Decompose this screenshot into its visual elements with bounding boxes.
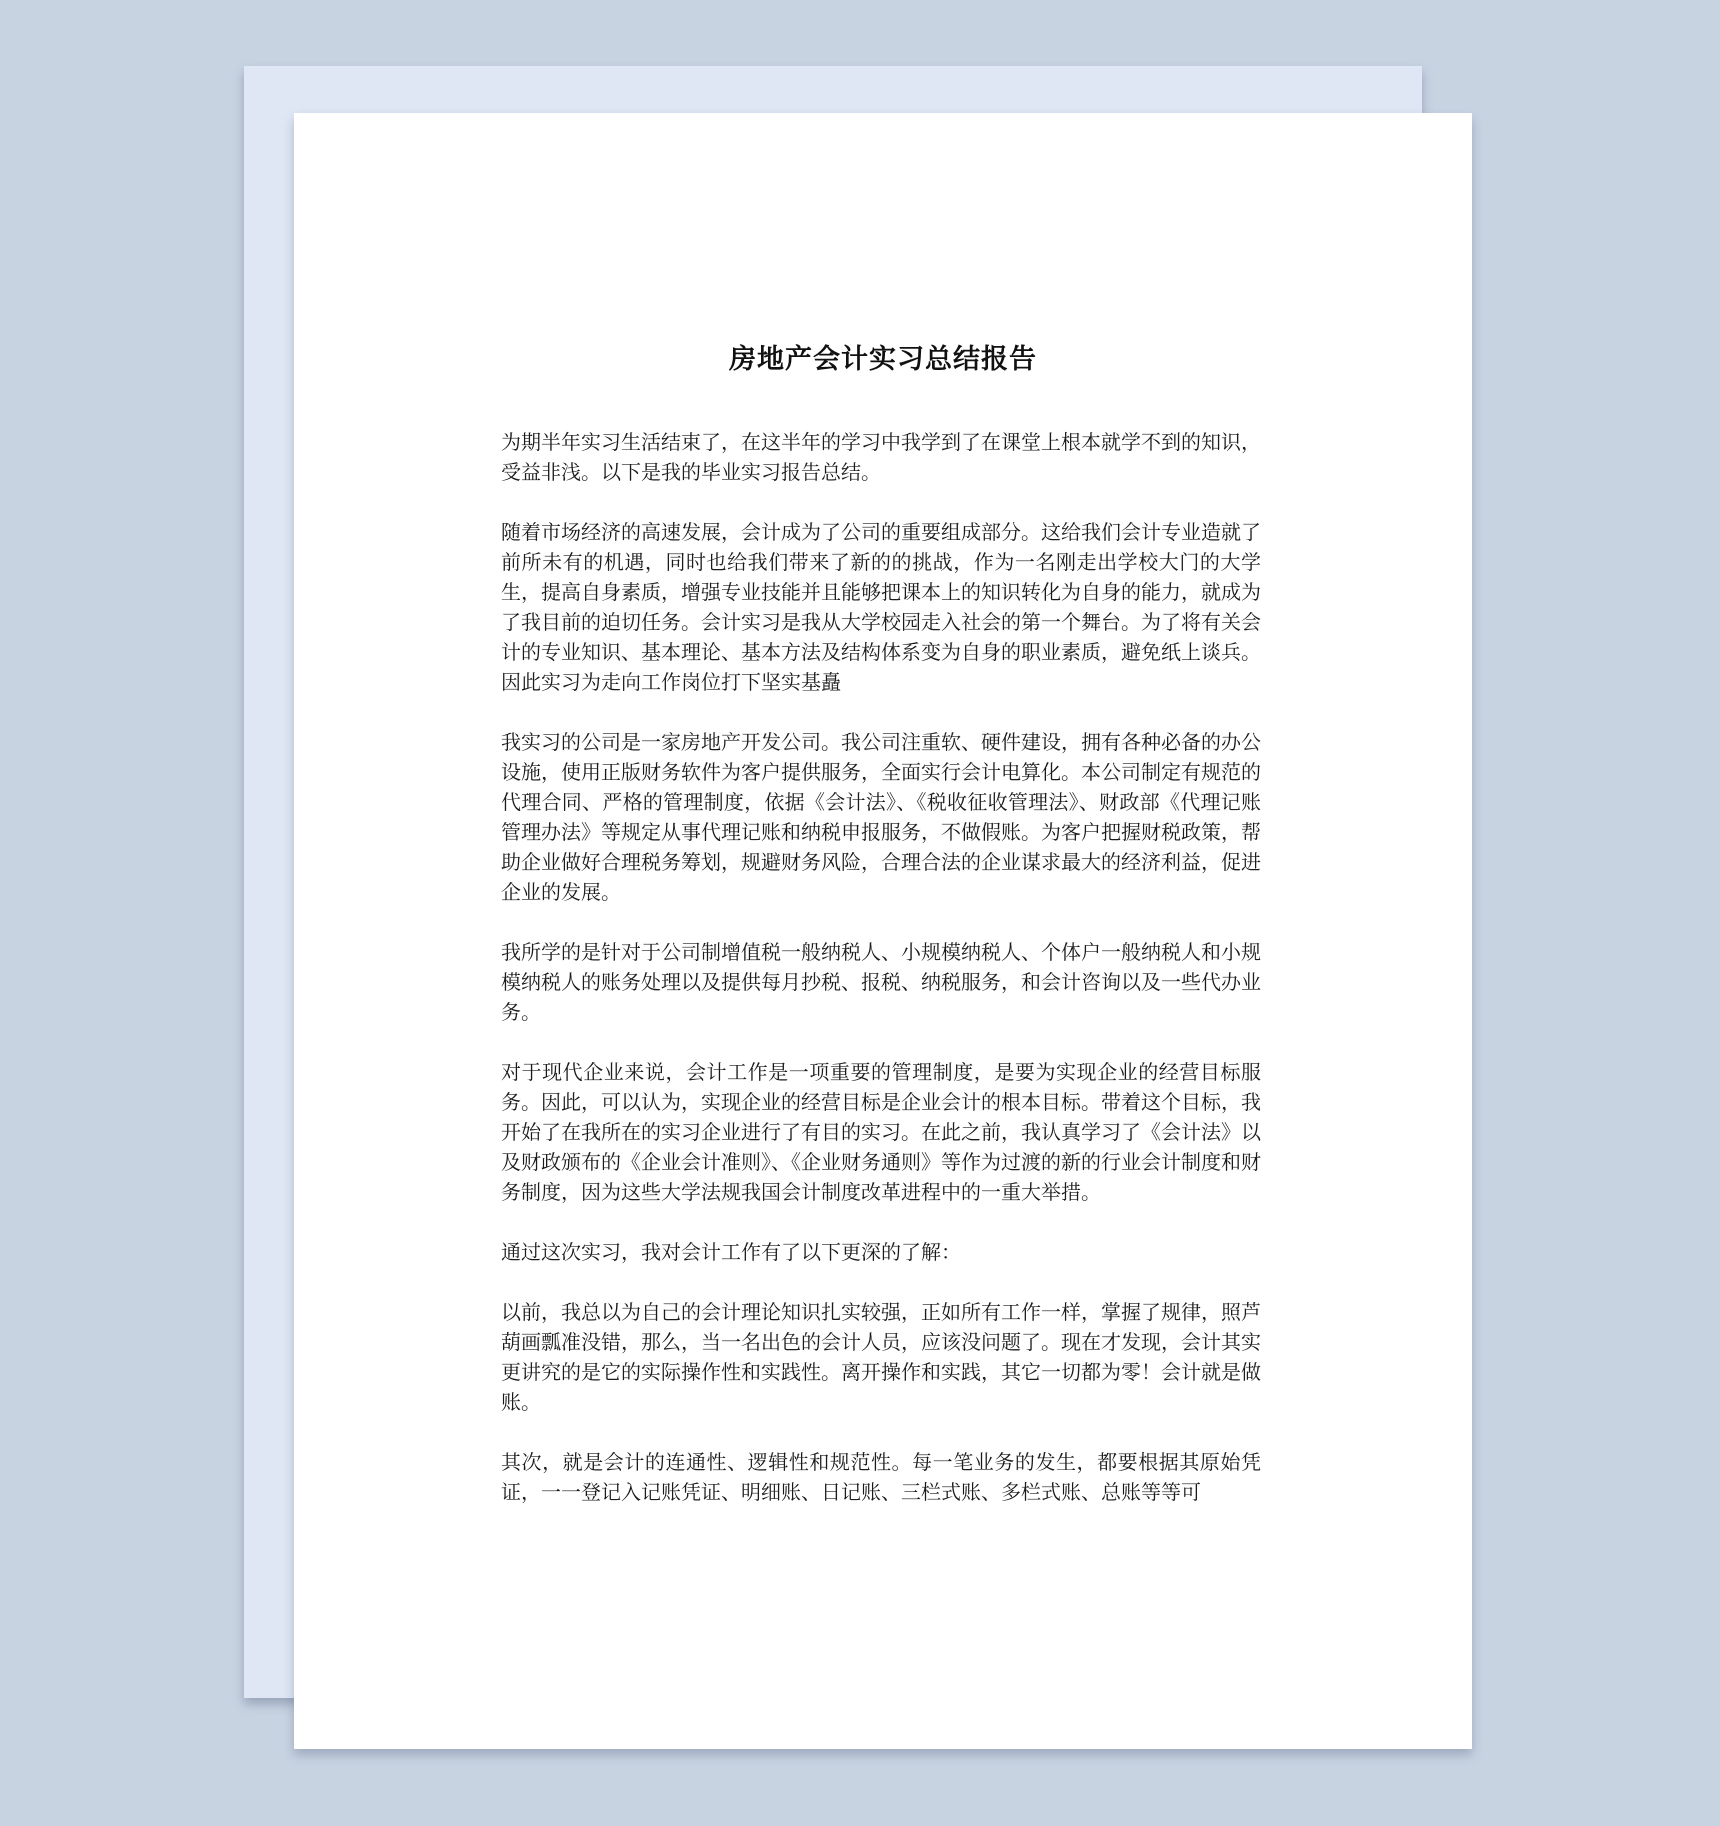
paragraph: 我实习的公司是一家房地产开发公司。我公司注重软、硬件建设，拥有各种必备的办公设施，使用正版财务软件为客户提供服务，全面实行会计电算化。本公司制定有规范的代理合同、严格的管理制度，依据《会计法》、《税收征收管理法》、财政部《代理记账管理办法》等规定从事代理记账和纳税申报服务，不做假账。为客户把握财税政策，帮助企业做好合理税务筹划，规避财务风险，合理合法的企业谋求最大的经济利益，促进企业的发展。 xyxy=(501,730,1261,904)
paragraph: 随着市场经济的高速发展，会计成为了公司的重要组成部分。这给我们会计专业造就了前所未有的机遇，同时也给我们带来了新的的挑战，作为一名刚走出学校大门的大学生，提高自身素质，增强专业技能并且能够把课本上的知识转化为自身的能力，就成为了我目前的迫切任务。会计实习是我从大学校园走入社会的第一个舞台。为了将有关会计的专业知识、基本理论、基本方法及结构体系变为自身的职业素质，避免纸上谈兵。因此实习为走向工作岗位打下坚实基矗 xyxy=(501,520,1261,694)
paragraph: 为期半年实习生活结束了，在这半年的学习中我学到了在课堂上根本就学不到的知识，受益非浅。以下是我的毕业实习报告总结。 xyxy=(501,430,1261,484)
paragraph: 对于现代企业来说，会计工作是一项重要的管理制度，是要为实现企业的经营目标服务。因此，可以认为，实现企业的经营目标是企业会计的根本目标。带着这个目标，我开始了在我所在的实习企业进行了有目的实习。在此之前，我认真学习了《会计法》以及财政颁布的《企业会计准则》、《企业财务通则》等作为过渡的新的行业会计制度和财务制度，因为这些大学法规我国会计制度改革进程中的一重大举措。 xyxy=(501,1060,1261,1204)
paragraph: 通过这次实习，我对会计工作有了以下更深的了解： xyxy=(501,1240,961,1264)
paragraph: 其次，就是会计的连通性、逻辑性和规范性。每一笔业务的发生，都要根据其原始凭证，一一登记入记账凭证、明细账、日记账、三栏式账、多栏式账、总账等等可 xyxy=(501,1450,1261,1504)
document-body xyxy=(501,427,1261,1537)
document-title: 房地产会计实习总结报告 xyxy=(729,344,1037,375)
paragraph: 以前，我总以为自己的会计理论知识扎实较强，正如所有工作一样，掌握了规律，照芦葫画瓢准没错，那么，当一名出色的会计人员，应该没问题了。现在才发现，会计其实更讲究的是它的实际操作性和实践性。离开操作和实践，其它一切都为零！会计就是做账。 xyxy=(501,1300,1261,1414)
document-page xyxy=(294,113,1472,1749)
paragraph: 我所学的是针对于公司制增值税一般纳税人、小规模纳税人、个体户一般纳税人和小规模纳税人的账务处理以及提供每月抄税、报税、纳税服务，和会计咨询以及一些代办业务。 xyxy=(501,940,1261,1024)
